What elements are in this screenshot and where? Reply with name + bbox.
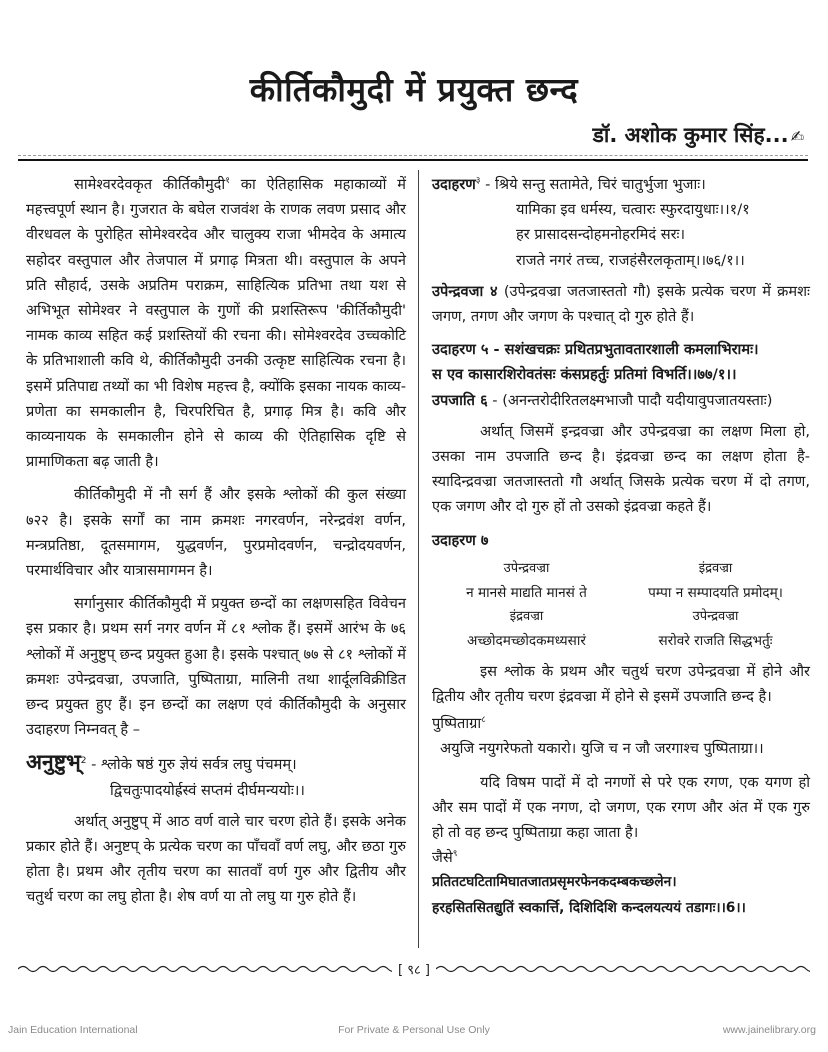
meters-paragraph: सर्गानुसार कीर्तिकौमुदी में प्रयुक्त छन्दों का लक्षणसहित विवेचन इस प्रकार है। प्रथम सर्ग नगर वर्णन में ८१ श्लोक हैं। इसमें आरंभ के ७६ श्लोकों में अनुष्टुप् छन्द प्रयुक्त हुआ है। इसके पश्चात् ७७ से ८१ श्लोकों में क्रमशः उपेन्द्रवज्रा, उपजाति, पुष्पिताग्रा, मालिनी तथा शार्दूलविक्रीडित छन्द प्रयुक्त हुए हैं। इन छन्दों का लक्षण एवं कीर्तिकौमुदी के अनुसार उदाहरण निम्नवत् है – [26,595,406,739]
footnote-ref: १ [225,176,230,187]
right-column [432,172,810,927]
column-divider [418,170,419,948]
website-link[interactable]: www.jainelibrary.org [722,1024,816,1036]
header-divider-thick [18,159,808,161]
example-9: प्रतितटघटितामिघातजातप्रसृमरफेनकदम्बकच्छलेन। हरहसितसितद्युतिं स्वकार्त्ति, दिशिदिशि कन्दलयत्ययं तडागः।।6।। [432,874,746,916]
upendravajra-definition: उपेन्द्रवजा ४ (उपेन्द्रवज्रा जतजास्ततो गौ) इसके प्रत्येक चरण में क्रमशः जगण, तगण और जगण के पश्चात् दो गुरु होते हैं। [432,282,810,326]
example-3: उदाहरण$^३$ - श्रिये सन्तु सतामेते, चिरं चातुर्भुजा भुजाः। यामिका इव धर्मस्य, चत्वारः स्फुरदायुधाः।।१/१ हर प्रासादसन्दोहमनोहरमिदं सरः। राजते नगरं तच्च, राजहंसैरलकृताम्।।७६/१।। [432,176,750,269]
cantos-paragraph: कीर्तिकौमुदी में नौ सर्ग हैं और इसके श्लोकों की कुल संख्या ७२२ है। इसके सर्गों का नाम क्रमशः नगरवर्णन, नरेन्द्रवंश वर्णन, मन्त्रप्रतिष्ठा, दूतसमागम, युद्धवर्णन, पुरप्रमोदवर्णन, चन्द्रोदयवर्णन, परमार्थविचार और यात्रासमागमन है। [26,486,406,580]
anushtubh-explanation: अर्थात् अनुष्टुप् में आठ वर्ण वाले चार चरण होते हैं। इसके अनेक प्रकार होते हैं। अनुष्टप् के प्रत्येक चरण का पाँचवाँ वर्ण लघु, और छठा गुरु होता है। प्रथम और तृतीय चरण का सातवाँ वर्ण गुरु और द्वितीय और चतुर्थ चरण का लघु होता है। शेष वर्ण या तो लघु या गुरु होते हैं। [26,812,406,906]
usage-notice: For Private & Personal Use Only [338,1024,490,1036]
example-7-verse: उपेन्द्रवज्रा इंद्रवज्रा न मानसे माद्यति मानसं ते पम्पा न सम्पादयति प्रमोदम्। इंद्रवज्रा उपेन्द्रवज्रा अच्छोदमच्छोदकमध्यसारं सरोवरे राजति सिद्धभर्तुः [466,560,783,649]
publisher-label: Jain Education International [8,1024,138,1036]
footnote-ref: ३ [475,176,481,187]
example-7-explanation: इस श्लोक के प्रथम और चतुर्थ चरण उपेन्द्रवज्रा में होने और द्वितीय और तृतीय चरण इंद्रवज्रा में होने से इसमें उपजाति छन्द है। [432,662,810,706]
upajati-explanation: अर्थात् जिसमें इन्द्रवज्रा और उपेन्द्रवज्रा का लक्षण मिला हो, उसका नाम उपजाति छन्द है। इंद्रवज्रा छन्द का लक्षण होता है-स्यादिन्द्रवज्रा जतजास्ततो गौ अर्थात् जिसके प्रत्येक चरण में दो तगण, एक जगण और दो गुरु हों तो उसको इंद्रवज्रा कहते हैं। [432,422,810,516]
wave-ornament-right [436,964,810,974]
pushpitagra-explanation: यदि विषम पादों में दो नगणों से परे एक रगण, एक यगण हो और सम पादों में एक नगण, दो जगण, एक रगण और अंत में एक गुरु हो तो वह छन्द पुष्पिताग्रा कहा जाता है। [432,773,810,842]
pushpitagra-rule: अयुजि नयुगरेफतो यकारो। युजि च न जौ जरगाश्च पुष्पिताग्रा।। [440,740,764,758]
decorative-border [18,962,810,976]
author-byline [593,121,804,149]
example-5: उदाहरण ५ - सशंखचक्रः प्रथितप्रभुतावतारशाली कमलाभिरामः। स एव कासारशिरोवतंसः कंसप्रहर्तुः प्रतिमां विभर्ति।।७७/१।। उपजाति ६ - (अनन्तरोदीरितलक्ष्मभाजौ पादौ यदीयावुपजातयस्ताः) [432,341,773,409]
article-title: कीर्तिकौमुदी में प्रयुक्त छन्द [249,70,579,109]
footnote-ref: ८ [481,715,486,726]
anushtubh-definition: अनुष्टुभ्$^2$ - श्लोके षष्ठं गुरु ज्ञेयं सर्वत्र लघु पंचमम्। द्विचतुःपादयोर्ह्रस्वं सप्तमं दीर्घमन्ययोः।। [26,750,305,799]
author-name: डॉ. अशोक कुमार सिंह... [592,123,789,147]
wave-ornament-left [18,964,392,974]
header-divider-thin [18,155,808,156]
page-number: [ ९८ ] [398,963,430,978]
intro-paragraph: सामेश्वरदेवकृत कीर्तिकौमुदी$^१$ का ऐतिहासिक महाकाव्यों में महत्त्वपूर्ण स्थान है। गुजरात के बघेल राजवंश के राणक लवण प्रसाद और वीरधवल के पुरोहित सोमेश्वरदेव और चालुक्य राजा भीमदेव के अमात्य सहोदर वस्तुपाल और तेजपाल में प्रगाढ़ मित्रता थी। वस्तुपाल के अपने प्रति सौहार्द, उसके अप्रतिम पराक्रम, साहित्यिक प्रतिभा तथा यश से अभिभूत सोमेश्वर ने वस्तुपाल के गुणों की प्रशस्तिरूप 'कीर्तिकौमुदी' नामक काव्य सहित कई प्रशस्तियों की रचना की। सोमेश्वरदेव उच्चकोटि के प्रतिभाशाली कवि थे, कीर्तिकौमुदी उनकी उत्कृष्ट साहित्यिक रचना है। इसमें प्रतिपाद्य तथ्यों का भी विशेष महत्त्व है, क्योंकि इसका नायक काव्य-प्रणेता का समकालीन है, चिरपरिचित है, प्रगाढ़ मित्र है। कवि और काव्यनायक के समकालीन होने से काव्य की ऐतिहासिक दृष्टि से प्रामाणिकता बढ़ जाती है। [26,176,406,471]
anushtubh-heading: अनुष्टुभ् [26,750,81,775]
footnote-ref: 2 [80,756,87,767]
example-7-heading: उदाहरण ७ [432,531,489,549]
example-9-heading: जैसे$^९$ [432,849,458,867]
pen-icon: ✍ [790,127,804,146]
footnote-ref: ९ [452,849,458,860]
upajati-heading: उपजाति ६ [432,391,488,409]
pushpitagra-heading: पुष्पिताग्रा$^८$ [432,715,486,733]
left-column [26,172,406,918]
